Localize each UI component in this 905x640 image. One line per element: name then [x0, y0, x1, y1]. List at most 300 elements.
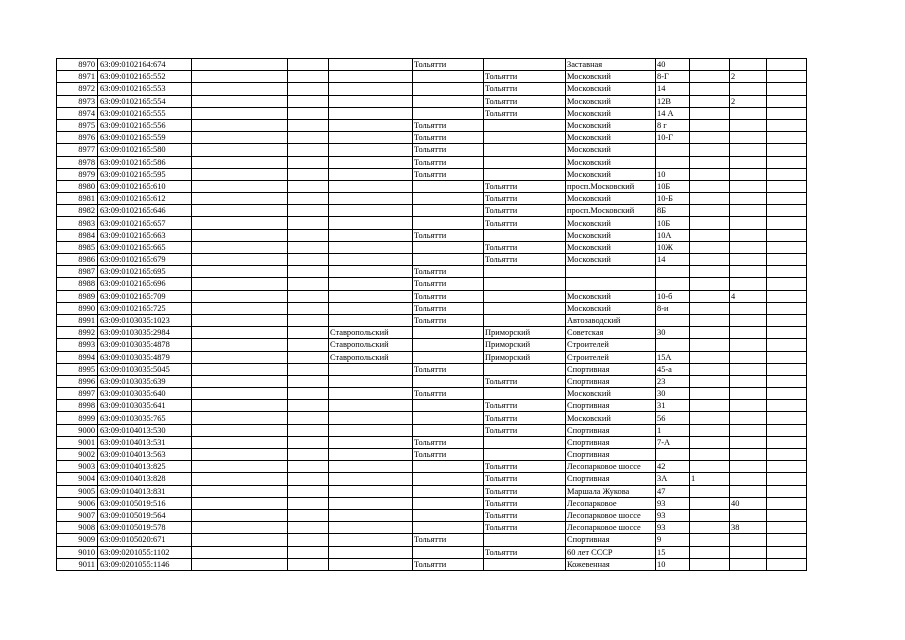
table-cell: 8994: [57, 351, 98, 363]
table-cell: Московский: [566, 241, 656, 253]
table-cell: Ставропольский: [329, 339, 413, 351]
table-row: [57, 388, 807, 400]
table-cell: [730, 400, 767, 412]
table-cell: [192, 461, 288, 473]
table-cell: 8974: [57, 107, 98, 119]
table-cell: [288, 485, 329, 497]
table-cell: 8-и: [656, 302, 690, 314]
table-cell: 9005: [57, 485, 98, 497]
table-cell: [192, 144, 288, 156]
table-cell: Кожевенная: [566, 558, 656, 570]
table-cell: 9006: [57, 497, 98, 509]
table-cell: [566, 278, 656, 290]
table-row: [57, 168, 807, 180]
table-cell: [690, 522, 730, 534]
table-cell: 14 А: [656, 107, 690, 119]
table-cell: Тольятти: [484, 497, 566, 509]
table-cell: [656, 278, 690, 290]
table-cell: Московский: [566, 290, 656, 302]
table-cell: 8989: [57, 290, 98, 302]
table-cell: 14: [656, 83, 690, 95]
table-cell: [413, 400, 484, 412]
table-cell: [730, 412, 767, 424]
table-cell: [767, 119, 807, 131]
table-cell: [192, 95, 288, 107]
table-cell: [767, 95, 807, 107]
table-cell: [329, 314, 413, 326]
table-cell: Московский: [566, 132, 656, 144]
table-cell: 63:09:0104013:825: [98, 461, 192, 473]
table-row: [57, 473, 807, 485]
table-cell: [767, 558, 807, 570]
table-row: [57, 497, 807, 509]
table-cell: [730, 449, 767, 461]
table-cell: Лесопарковое: [566, 497, 656, 509]
table-cell: 63:09:0104013:531: [98, 436, 192, 448]
table-cell: [413, 327, 484, 339]
table-cell: [690, 180, 730, 192]
table-cell: [192, 485, 288, 497]
table-cell: Московский: [566, 388, 656, 400]
table-cell: Спортивная: [566, 534, 656, 546]
table-cell: [767, 205, 807, 217]
table-cell: [730, 205, 767, 217]
table-row: [57, 314, 807, 326]
table-cell: [288, 290, 329, 302]
table-cell: 8972: [57, 83, 98, 95]
table-cell: [192, 424, 288, 436]
table-cell: 63:09:0102165:663: [98, 229, 192, 241]
table-cell: [767, 302, 807, 314]
table-cell: [329, 205, 413, 217]
table-cell: [329, 278, 413, 290]
table-cell: [192, 229, 288, 241]
table-cell: [767, 132, 807, 144]
table-cell: 63:09:0104013:828: [98, 473, 192, 485]
table-cell: [690, 95, 730, 107]
table-row: [57, 302, 807, 314]
table-cell: 42: [656, 461, 690, 473]
table-cell: [192, 254, 288, 266]
table-cell: [413, 473, 484, 485]
table-row: [57, 71, 807, 83]
table-cell: 63:09:0105019:516: [98, 497, 192, 509]
table-cell: [656, 156, 690, 168]
table-cell: [730, 132, 767, 144]
table-cell: [288, 168, 329, 180]
table-cell: [192, 168, 288, 180]
table-cell: [192, 412, 288, 424]
table-cell: [767, 107, 807, 119]
table-row: [57, 400, 807, 412]
table-cell: 30: [656, 388, 690, 400]
table-cell: 47: [656, 485, 690, 497]
table-cell: [690, 424, 730, 436]
table-cell: [484, 266, 566, 278]
table-cell: [730, 266, 767, 278]
table-cell: [730, 107, 767, 119]
table-cell: [192, 83, 288, 95]
table-cell: [730, 509, 767, 521]
table-cell: [329, 144, 413, 156]
table-cell: [730, 314, 767, 326]
table-cell: Спортивная: [566, 436, 656, 448]
table-cell: [767, 449, 807, 461]
table-cell: 63:09:0201055:1146: [98, 558, 192, 570]
table-cell: 60 лет СССР: [566, 546, 656, 558]
table-cell: 56: [656, 412, 690, 424]
table-cell: [288, 546, 329, 558]
table-cell: 63:09:0104013:530: [98, 424, 192, 436]
table-cell: [329, 436, 413, 448]
table-cell: Маршала Жукова: [566, 485, 656, 497]
table-cell: [484, 59, 566, 71]
table-cell: 45-а: [656, 363, 690, 375]
table-cell: [730, 461, 767, 473]
table-cell: 9007: [57, 509, 98, 521]
table-cell: Лесопарковое шоссе: [566, 461, 656, 473]
table-cell: 63:09:0104013:831: [98, 485, 192, 497]
table-cell: [329, 546, 413, 558]
table-cell: Тольятти: [413, 266, 484, 278]
table-cell: [192, 59, 288, 71]
table-cell: [690, 339, 730, 351]
table-cell: [690, 83, 730, 95]
table-cell: [690, 534, 730, 546]
table-cell: 8993: [57, 339, 98, 351]
table-cell: [288, 241, 329, 253]
table-cell: 63:09:0102164:674: [98, 59, 192, 71]
table-row: [57, 278, 807, 290]
table-cell: [767, 156, 807, 168]
table-cell: 8975: [57, 119, 98, 131]
table-cell: 63:09:0102165:595: [98, 168, 192, 180]
table-cell: 7-А: [656, 436, 690, 448]
table-cell: [288, 412, 329, 424]
table-cell: [767, 241, 807, 253]
table-cell: 63:09:0102165:679: [98, 254, 192, 266]
table-cell: 9008: [57, 522, 98, 534]
table-cell: 38: [730, 522, 767, 534]
table-row: [57, 107, 807, 119]
table-cell: [484, 132, 566, 144]
table-cell: [767, 412, 807, 424]
table-cell: [656, 144, 690, 156]
table-cell: Московский: [566, 193, 656, 205]
table-cell: [329, 461, 413, 473]
table-cell: 30: [656, 327, 690, 339]
table-cell: [690, 461, 730, 473]
table-cell: Московский: [566, 229, 656, 241]
table-cell: Московский: [566, 412, 656, 424]
table-cell: [288, 107, 329, 119]
table-cell: [192, 351, 288, 363]
table-cell: Спортивная: [566, 424, 656, 436]
table-cell: [413, 83, 484, 95]
table-row: [57, 229, 807, 241]
table-cell: 63:09:0103035:2984: [98, 327, 192, 339]
table-cell: Тольятти: [413, 534, 484, 546]
table-cell: [413, 509, 484, 521]
table-cell: [690, 497, 730, 509]
table-cell: [192, 436, 288, 448]
table-cell: 63:09:0105019:578: [98, 522, 192, 534]
table-cell: [730, 473, 767, 485]
table-cell: [192, 473, 288, 485]
table-cell: [767, 278, 807, 290]
table-cell: Тольятти: [484, 473, 566, 485]
table-cell: [730, 327, 767, 339]
table-cell: [288, 266, 329, 278]
table-cell: 8984: [57, 229, 98, 241]
table-cell: [288, 59, 329, 71]
table-row: [57, 180, 807, 192]
table-cell: [413, 485, 484, 497]
table-cell: [690, 485, 730, 497]
table-cell: [413, 339, 484, 351]
table-cell: [484, 229, 566, 241]
table-row: [57, 363, 807, 375]
table-cell: [690, 314, 730, 326]
table-cell: 8985: [57, 241, 98, 253]
table-cell: Строителей: [566, 351, 656, 363]
table-cell: 63:09:0102165:586: [98, 156, 192, 168]
table-cell: Тольятти: [413, 302, 484, 314]
table-cell: [192, 302, 288, 314]
table-cell: [192, 119, 288, 131]
table-cell: Автозаводский: [566, 314, 656, 326]
table-cell: [329, 254, 413, 266]
table-cell: [288, 461, 329, 473]
table-cell: 8998: [57, 400, 98, 412]
table-cell: [484, 314, 566, 326]
table-cell: Тольятти: [484, 522, 566, 534]
table-cell: [484, 302, 566, 314]
table-cell: 10-Г: [656, 132, 690, 144]
table-cell: Московский: [566, 83, 656, 95]
table-cell: Тольятти: [484, 254, 566, 266]
table-row: [57, 193, 807, 205]
table-cell: [690, 205, 730, 217]
table-cell: Тольятти: [413, 290, 484, 302]
data-table: [56, 58, 807, 571]
table-cell: 8996: [57, 375, 98, 387]
table-cell: [329, 83, 413, 95]
table-cell: 93: [656, 497, 690, 509]
table-cell: 10А: [656, 229, 690, 241]
table-cell: 10Ж: [656, 241, 690, 253]
table-cell: 63:09:0102165:552: [98, 71, 192, 83]
table-cell: 8-Г: [656, 71, 690, 83]
table-cell: [192, 241, 288, 253]
table-row: [57, 351, 807, 363]
table-cell: Спортивная: [566, 363, 656, 375]
table-cell: [484, 278, 566, 290]
table-cell: 9011: [57, 558, 98, 570]
table-row: [57, 144, 807, 156]
table-cell: Московский: [566, 95, 656, 107]
table-cell: [767, 522, 807, 534]
table-cell: Тольятти: [413, 558, 484, 570]
table-cell: Приморский: [484, 327, 566, 339]
table-cell: [690, 351, 730, 363]
table-cell: 8978: [57, 156, 98, 168]
table-cell: [288, 339, 329, 351]
table-cell: 63:09:0102165:646: [98, 205, 192, 217]
table-cell: [329, 302, 413, 314]
table-cell: 9010: [57, 546, 98, 558]
table-cell: 63:09:0102165:610: [98, 180, 192, 192]
table-cell: 8991: [57, 314, 98, 326]
table-cell: [329, 375, 413, 387]
table-row: [57, 266, 807, 278]
table-cell: Тольятти: [413, 144, 484, 156]
table-cell: 1: [656, 424, 690, 436]
table-cell: [192, 449, 288, 461]
table-cell: [192, 400, 288, 412]
table-cell: Тольятти: [413, 388, 484, 400]
table-cell: [767, 375, 807, 387]
table-cell: 10Б: [656, 180, 690, 192]
table-cell: 63:09:0102165:580: [98, 144, 192, 156]
table-cell: [767, 497, 807, 509]
table-cell: Тольятти: [484, 193, 566, 205]
table-cell: [413, 375, 484, 387]
table-cell: [656, 339, 690, 351]
table-cell: 8995: [57, 363, 98, 375]
table-cell: [288, 217, 329, 229]
table-cell: [329, 412, 413, 424]
table-cell: [730, 534, 767, 546]
table-cell: 8988: [57, 278, 98, 290]
table-cell: [329, 59, 413, 71]
table-cell: [690, 193, 730, 205]
table-row: [57, 217, 807, 229]
table-cell: 63:09:0102165:725: [98, 302, 192, 314]
table-row: [57, 119, 807, 131]
table-cell: [288, 314, 329, 326]
table-cell: [288, 400, 329, 412]
table-cell: Ставропольский: [329, 327, 413, 339]
table-cell: [192, 327, 288, 339]
table-cell: [690, 278, 730, 290]
table-cell: 63:09:0201055:1102: [98, 546, 192, 558]
table-cell: 8Б: [656, 205, 690, 217]
table-cell: [192, 534, 288, 546]
table-cell: [413, 351, 484, 363]
table-cell: [329, 509, 413, 521]
table-cell: [329, 266, 413, 278]
table-cell: [329, 119, 413, 131]
table-cell: 63:09:0105019:564: [98, 509, 192, 521]
table-cell: [288, 388, 329, 400]
table-cell: [413, 254, 484, 266]
table-cell: [690, 449, 730, 461]
table-cell: [329, 388, 413, 400]
table-cell: Тольятти: [484, 400, 566, 412]
table-cell: [288, 83, 329, 95]
table-cell: [192, 266, 288, 278]
table-cell: [767, 314, 807, 326]
table-cell: 8992: [57, 327, 98, 339]
table-cell: [690, 254, 730, 266]
table-cell: [690, 327, 730, 339]
table-cell: [767, 327, 807, 339]
table-cell: [288, 436, 329, 448]
table-cell: Тольятти: [484, 107, 566, 119]
table-cell: 8 г: [656, 119, 690, 131]
table-cell: 63:09:0102165:709: [98, 290, 192, 302]
table-cell: Тольятти: [484, 217, 566, 229]
table-cell: Тольятти: [413, 363, 484, 375]
table-cell: [288, 363, 329, 375]
table-cell: [413, 412, 484, 424]
table-cell: 8979: [57, 168, 98, 180]
table-cell: [413, 193, 484, 205]
table-cell: Спортивная: [566, 400, 656, 412]
table-cell: [192, 497, 288, 509]
table-cell: просп.Московский: [566, 180, 656, 192]
table-cell: Ставропольский: [329, 351, 413, 363]
table-cell: [730, 558, 767, 570]
table-cell: 9009: [57, 534, 98, 546]
table-cell: 9004: [57, 473, 98, 485]
table-cell: 2: [730, 95, 767, 107]
table-cell: [484, 449, 566, 461]
table-cell: [413, 107, 484, 119]
table-row: [57, 449, 807, 461]
table-cell: 8990: [57, 302, 98, 314]
table-cell: [484, 144, 566, 156]
table-cell: [484, 534, 566, 546]
table-cell: [767, 59, 807, 71]
table-cell: [767, 83, 807, 95]
table-cell: Тольятти: [413, 132, 484, 144]
table-cell: [329, 156, 413, 168]
table-cell: [288, 473, 329, 485]
table-cell: [329, 449, 413, 461]
table-cell: 4: [730, 290, 767, 302]
table-cell: [288, 327, 329, 339]
table-cell: 63:09:0103035:639: [98, 375, 192, 387]
table-cell: [192, 107, 288, 119]
table-cell: [767, 290, 807, 302]
table-cell: [730, 339, 767, 351]
table-cell: [329, 497, 413, 509]
table-cell: [484, 156, 566, 168]
table-cell: [767, 534, 807, 546]
table-cell: [192, 363, 288, 375]
table-cell: [288, 558, 329, 570]
table-cell: [656, 314, 690, 326]
table-cell: [484, 363, 566, 375]
table-cell: [690, 546, 730, 558]
table-cell: [192, 217, 288, 229]
table-cell: [329, 107, 413, 119]
table-cell: [730, 278, 767, 290]
table-cell: [730, 156, 767, 168]
table-cell: [288, 156, 329, 168]
table-cell: [484, 388, 566, 400]
table-row: [57, 558, 807, 570]
table-cell: Строителей: [566, 339, 656, 351]
table-cell: [730, 375, 767, 387]
table-cell: Тольятти: [484, 83, 566, 95]
table-cell: [413, 217, 484, 229]
table-cell: [329, 534, 413, 546]
table-cell: [288, 534, 329, 546]
table-cell: [329, 400, 413, 412]
